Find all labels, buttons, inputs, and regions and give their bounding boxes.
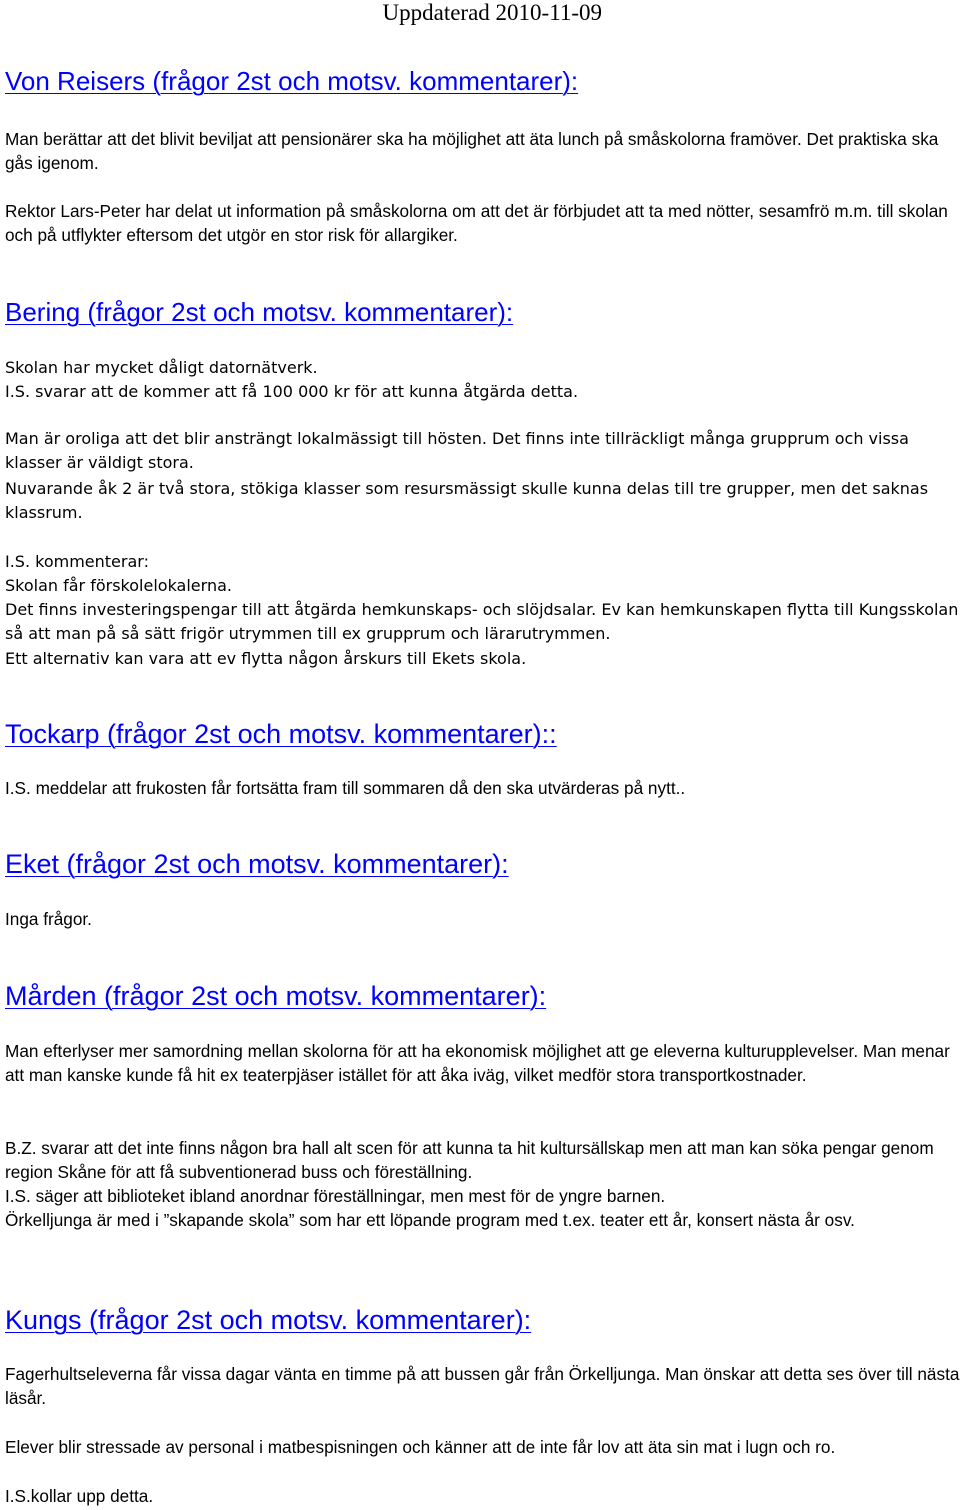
paragraph: I.S. svarar att de kommer att få 100 000 kr för att kunna åtgärda detta. [5, 382, 579, 401]
section-heading-tockarp: Tockarp (frågor 2st och motsv. kommentarer):: [5, 719, 557, 749]
paragraph: B.Z. svarar att det inte finns någon bra hall alt scen för att kunna ta hit kultursällskap men att man kan söka pengar genom region Skåne för att få subventionerad buss och föreställning. [5, 1138, 934, 1183]
paragraph: I.S.kollar upp detta. [5, 1486, 154, 1506]
paragraph: Inga frågor. [5, 909, 92, 929]
section-heading-kungs: Kungs (frågor 2st och motsv. kommentarer): [5, 1305, 532, 1335]
paragraph: Man är oroliga att det blir ansträngt lokalmässigt till hösten. Det finns inte tillräckligt många grupprum och vissa klasser är väldigt stora. [5, 429, 909, 473]
paragraph: I.S. kommenterar: [5, 552, 149, 571]
paragraph: Skolan får förskolelokalerna. [5, 576, 232, 595]
paragraph: Örkelljunga är med i ”skapande skola” som har ett löpande program med t.ex. teater ett år, konsert nästa år osv. [5, 1210, 855, 1230]
section-heading-marden: Mården (frågor 2st och motsv. kommentarer): [5, 981, 547, 1011]
section-heading-eket: Eket (frågor 2st och motsv. kommentarer): [5, 849, 509, 879]
paragraph: Fagerhultseleverna får vissa dagar vänta en timme på att bussen går från Örkelljunga. Man önskar att detta ses över till nästa läsår. [5, 1364, 960, 1409]
paragraph: I.S. säger att biblioteket ibland anordnar föreställningar, men mest för de yngre barnen. [5, 1186, 666, 1206]
section-heading-bering: Bering (frågor 2st och motsv. kommentarer): [5, 297, 514, 327]
paragraph: Ett alternativ kan vara att ev flytta någon årskurs till Ekets skola. [5, 649, 527, 668]
paragraph: Elever blir stressade av personal i matbespisningen och känner att de inte får lov att äta sin mat i lugn och ro. [5, 1437, 836, 1457]
paragraph: Nuvarande åk 2 är två stora, stökiga klasser som resursmässigt skulle kunna delas till tre grupper, men det saknas klassrum. [5, 479, 929, 523]
section-heading-von-reisers: Von Reisers (frågor 2st och motsv. kommentarer): [5, 66, 579, 96]
paragraph: Man efterlyser mer samordning mellan skolorna för att ha ekonomisk möjlighet att ge eleverna kulturupplevelser. Man menar att man kanske kunde få hit ex teaterpjäser istället för att åka iväg, vilket medför stora transportkostnader. [5, 1041, 950, 1086]
paragraph: Det finns investeringspengar till att åtgärda hemkunskaps- och slöjdsalar. Ev kan hemkunskapen flytta till Kungsskolan så att man på så sätt frigör utrymmen till ex grupprum och lärarutrymmen. [5, 600, 959, 644]
paragraph: I.S. meddelar att frukosten får fortsätta fram till sommaren då den ska utvärderas på nytt.. [5, 778, 686, 798]
update-date: Uppdaterad 2010-11-09 [382, 0, 602, 25]
paragraph: Rektor Lars-Peter har delat ut information på småskolorna om att det är förbjudet att ta med nötter, sesamfrö m.m. till skolan och på utflykter eftersom det utgör en stor risk för allargiker. [5, 201, 948, 246]
paragraph: Man berättar att det blivit beviljat att pensionärer ska ha möjlighet att äta lunch på småskolorna framöver. Det praktiska ska gås igenom. [5, 129, 939, 174]
paragraph: Skolan har mycket dåligt datornätverk. [5, 358, 318, 377]
